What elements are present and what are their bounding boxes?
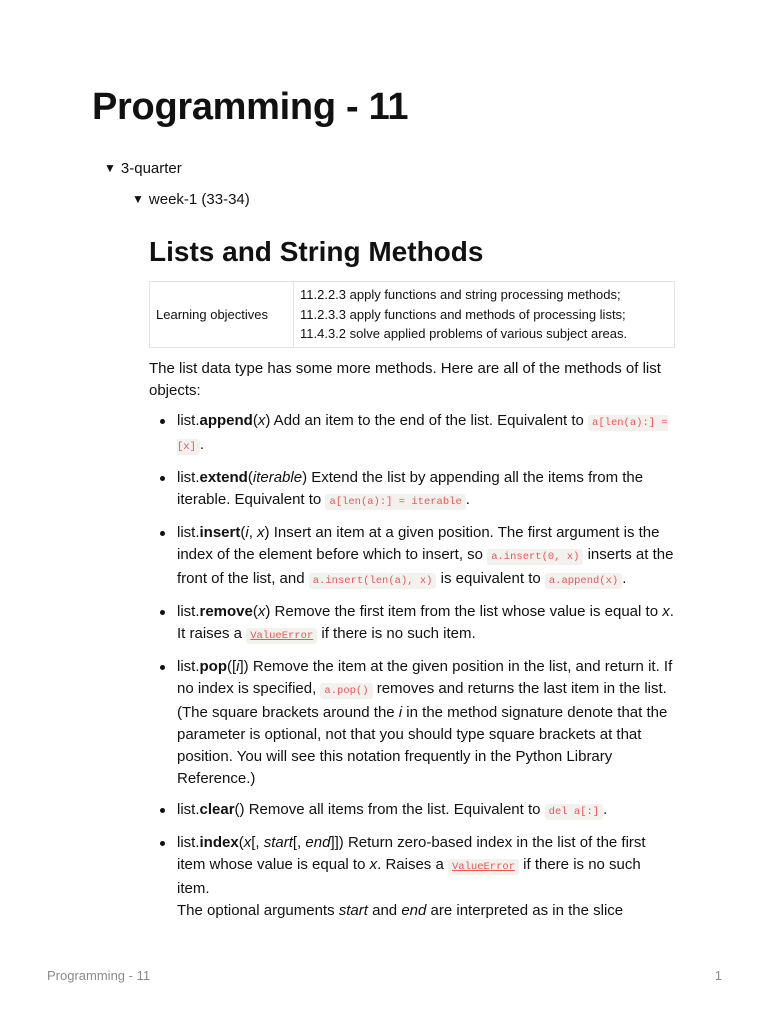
method-name: remove [199,602,253,620]
method-name: append [199,411,253,429]
method-name: pop [199,657,227,675]
objectives-table [149,281,675,348]
triangle-down-icon[interactable]: ▼ [132,192,144,206]
footer-title: Programming - 11 [47,968,151,983]
list-item-extend: list.extend(iterable) Extend the list by appending all the items from the iterable. Equivalent to a[len(a):] = iterable . [149,467,675,513]
list-item-insert: list.insert(i, x) Insert an item at a given position. The first argument is the index of the element before which to insert, so a.insert(0, x) inserts at the front of the list, and a.insert(len(a), x) is equivalent to a.append(x) . [149,522,675,592]
code-snippet: a[len(a):] = iterable [325,494,465,510]
toggle-label: 3-quarter [120,160,182,177]
toggle-week-1[interactable] [132,191,250,208]
code-snippet: a.append(x) [545,573,622,589]
list-item-remove: list.remove(x) Remove the first item from the list whose value is equal to x. It raises a ValueError if there is no such item. [149,601,675,647]
code-snippet: a[len(a):] = [x] [177,416,668,453]
objective-item: 11.2.2.3 apply functions and string processing methods; [300,287,621,302]
triangle-down-icon[interactable]: ▼ [104,161,116,175]
method-name: extend [199,468,248,486]
methods-list [149,410,675,922]
valueerror-code: ValueError [448,859,519,875]
list-item-index: list.index(x[, start[, end]]) Return zero-based index in the list of the first item whose value is equal to x. Raises a ValueError if there is no such item. The optional arguments start and end are interpreted as in the slice [149,832,675,922]
section-heading: Lists and String Methods [149,236,484,267]
method-name: index [199,833,239,851]
intro-paragraph: The list data type has some more methods. Here are all of the methods of list objects: [149,359,661,399]
list-item-pop: list.pop([i]) Remove the item at the given position in the list, and return it. If no index is specified, a.pop() removes and returns the last item in the list. (The square brackets around the i in the method signature denote that the parameter is optional, not that you should type square brackets at that position. You will see this notation frequently in the Python Library Reference.) [149,656,675,790]
code-snippet: a.pop() [320,683,372,699]
page-title: Programming - 11 [92,86,409,128]
page-number: 1 [714,968,722,983]
objective-item: 11.4.3.2 solve applied problems of various subject areas. [300,326,628,341]
method-name: insert [199,523,241,541]
objectives-list [294,282,675,348]
method-name: clear [199,800,235,818]
code-snippet: del a[:] [545,804,603,820]
week-content [149,236,675,931]
objective-item: 11.2.3.3 apply functions and methods of processing lists; [300,306,626,322]
code-snippet: a.insert(0, x) [487,549,583,565]
toggle-3-quarter[interactable] [104,160,182,177]
toggle-label: week-1 (33-34) [148,191,250,208]
list-item-clear: list.clear() Remove all items from the list. Equivalent to del a[:] . [149,799,675,823]
table-row [150,282,675,348]
objectives-label: Learning objectives [150,282,294,348]
code-snippet: a.insert(len(a), x) [309,573,437,589]
valueerror-code: ValueError [246,628,317,644]
list-item-append: list.append(x) Add an item to the end of the list. Equivalent to a[len(a):] = [x] . [149,410,675,458]
